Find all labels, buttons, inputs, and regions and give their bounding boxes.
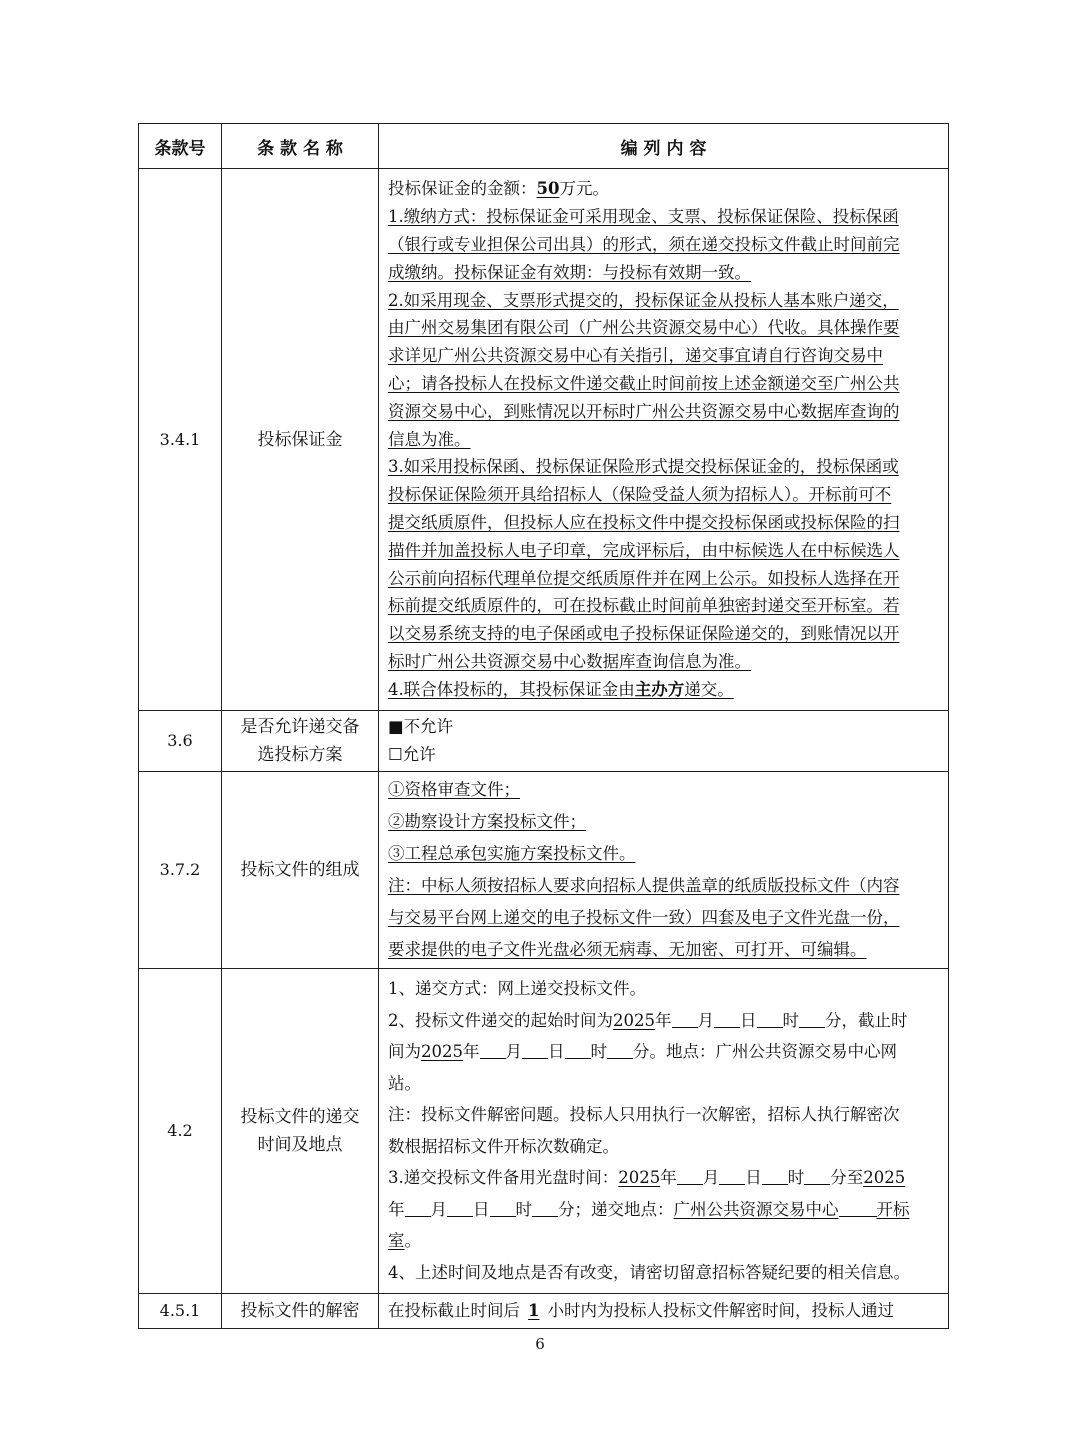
decrypt-hours: 1 [528,1300,540,1320]
clause-name: 投标文件的递交 时间及地点 [222,968,379,1293]
content-line: 求详见广州公共资源交易中心有关指引，递交事宜请自行咨询交易中 [388,346,883,366]
content-line: 数根据招标文件开标次数确定。 [388,1136,619,1156]
content-line: 3.如采用投标保函、投标保证保险形式提交投标保证金的，投标保函或 [388,457,899,477]
content-line: 由广州交易集团有限公司（广州公共资源交易中心）代收。具体操作要 [388,318,900,338]
content-line: 注：投标文件解密问题。投标人只用执行一次解密，招标人执行解密次 [388,1105,900,1125]
clause-number: 3.4.1 [139,169,222,711]
clause-name: 投标文件的组成 [222,771,379,968]
clause-number: 3.7.2 [139,771,222,968]
header-clause-number: 条款号 [139,124,222,169]
content-line: ①资格审查文件； [388,779,520,799]
table-row [139,771,949,968]
content-line: 信息为准。 [388,429,471,449]
content-line: 标前提交纸质原件的，可在投标截止时间前单独密封递交至开标室。若 [388,596,900,616]
content-line: 投标保证保险须开具给招标人（保险受益人须为招标人）。开标前可不 [388,485,892,505]
clause-number: 4.5.1 [139,1293,222,1328]
table-row [139,1293,949,1328]
page-number: 6 [535,1335,545,1353]
content-line: ②勘察设计方案投标文件； [388,811,586,831]
content-line: 投标保证金的金额：50万元。 [388,179,609,199]
content-line: 2、投标文件递交的起始时间为2025年 月 日 时 分，截止时 [388,1010,908,1030]
clause-content [379,771,949,968]
content-line: 标时广州公共资源交易中心数据库查询信息为准。 [388,651,751,671]
table-row [139,711,949,772]
option-allowed: ☐允许 [388,744,436,764]
clause-content [379,968,949,1293]
content-line: 要求提供的电子文件光盘必须无病毒、无加密、可打开、可编辑。 [388,939,867,959]
content-line: 室。 [388,1231,421,1251]
clause-content [379,711,949,772]
content-line: 4、上述时间及地点是否有改变，请密切留意招标答疑纪要的相关信息。 [388,1262,910,1282]
content-line: （银行或专业担保公司出具）的形式，须在递交投标文件截止时间前完 [388,235,900,255]
clause-content [379,1293,949,1328]
deposit-amount: 50 [536,179,560,199]
option-not-allowed: ■不允许 [388,717,454,736]
clause-content [379,169,949,711]
content-line: 2.如采用现金、支票形式提交的，投标保证金从投标人基本账户递交， [388,290,899,310]
clause-table [138,123,949,1329]
content-line: 资源交易中心，到账情况以开标时广州公共资源交易中心数据库查询的 [388,401,900,421]
clause-number: 3.6 [139,711,222,772]
table-header-row [139,124,949,169]
clause-name: 投标保证金 [222,169,379,711]
content-line: 提交纸质原件，但投标人应在投标文件中提交投标保函或投标保险的扫 [388,512,900,532]
content-line: 站。 [388,1073,421,1093]
content-line: 与交易平台网上递交的电子投标文件一致）四套及电子文件光盘一份， [388,907,900,927]
content-line: 间为2025年 月 日 时 分。地点：广州公共资源交易中心网 [388,1042,897,1062]
content-line: 在投标截止时间后 1 小时内为投标人投标文件解密时间，投标人通过 [388,1300,894,1320]
clause-name: 投标文件的解密 [222,1293,379,1328]
content-line: 心；请各投标人在投标文件递交截止时间前按上述金额递交至广州公共 [388,374,900,393]
clause-number: 4.2 [139,968,222,1293]
content-line: 注：中标人须按招标人要求向招标人提供盖章的纸质版投标文件（内容 [388,875,900,895]
content-line: 1.缴纳方式：投标保证金可采用现金、支票、投标保证保险、投标保函 [388,207,899,227]
content-line: ③工程总承包实施方案投标文件。 [388,843,636,863]
content-line: 描件并加盖投标人电子印章，完成评标后，由中标候选人在中标候选人 [388,540,900,560]
table-row [139,169,949,711]
submission-place: 广州公共资源交易中心 [673,1199,839,1219]
content-line: 1、递交方式：网上递交投标文件。 [388,979,646,999]
content-line: 3.递交投标文件备用光盘时间：2025年 月 日 时 分至2025 [388,1168,906,1188]
table-row [139,968,949,1293]
header-clause-name: 条 款 名 称 [222,124,379,169]
clause-name: 是否允许递交备 选投标方案 [222,711,379,772]
content-line: 年 月 日 时 分；递交地点：广州公共资源交易中心 开标 [388,1199,910,1219]
content-line: 成缴纳。投标保证金有效期：与投标有效期一致。 [388,262,751,282]
content-line: 4.联合体投标的，其投标保证金由主办方递交。 [388,679,734,699]
header-content: 编 列 内 容 [379,124,949,169]
content-line: 公示前向招标代理单位提交纸质原件并在网上公示。如投标人选择在开 [388,568,900,588]
content-line: 以交易系统支持的电子保函或电子投标保证保险递交的，到账情况以开 [388,624,900,644]
